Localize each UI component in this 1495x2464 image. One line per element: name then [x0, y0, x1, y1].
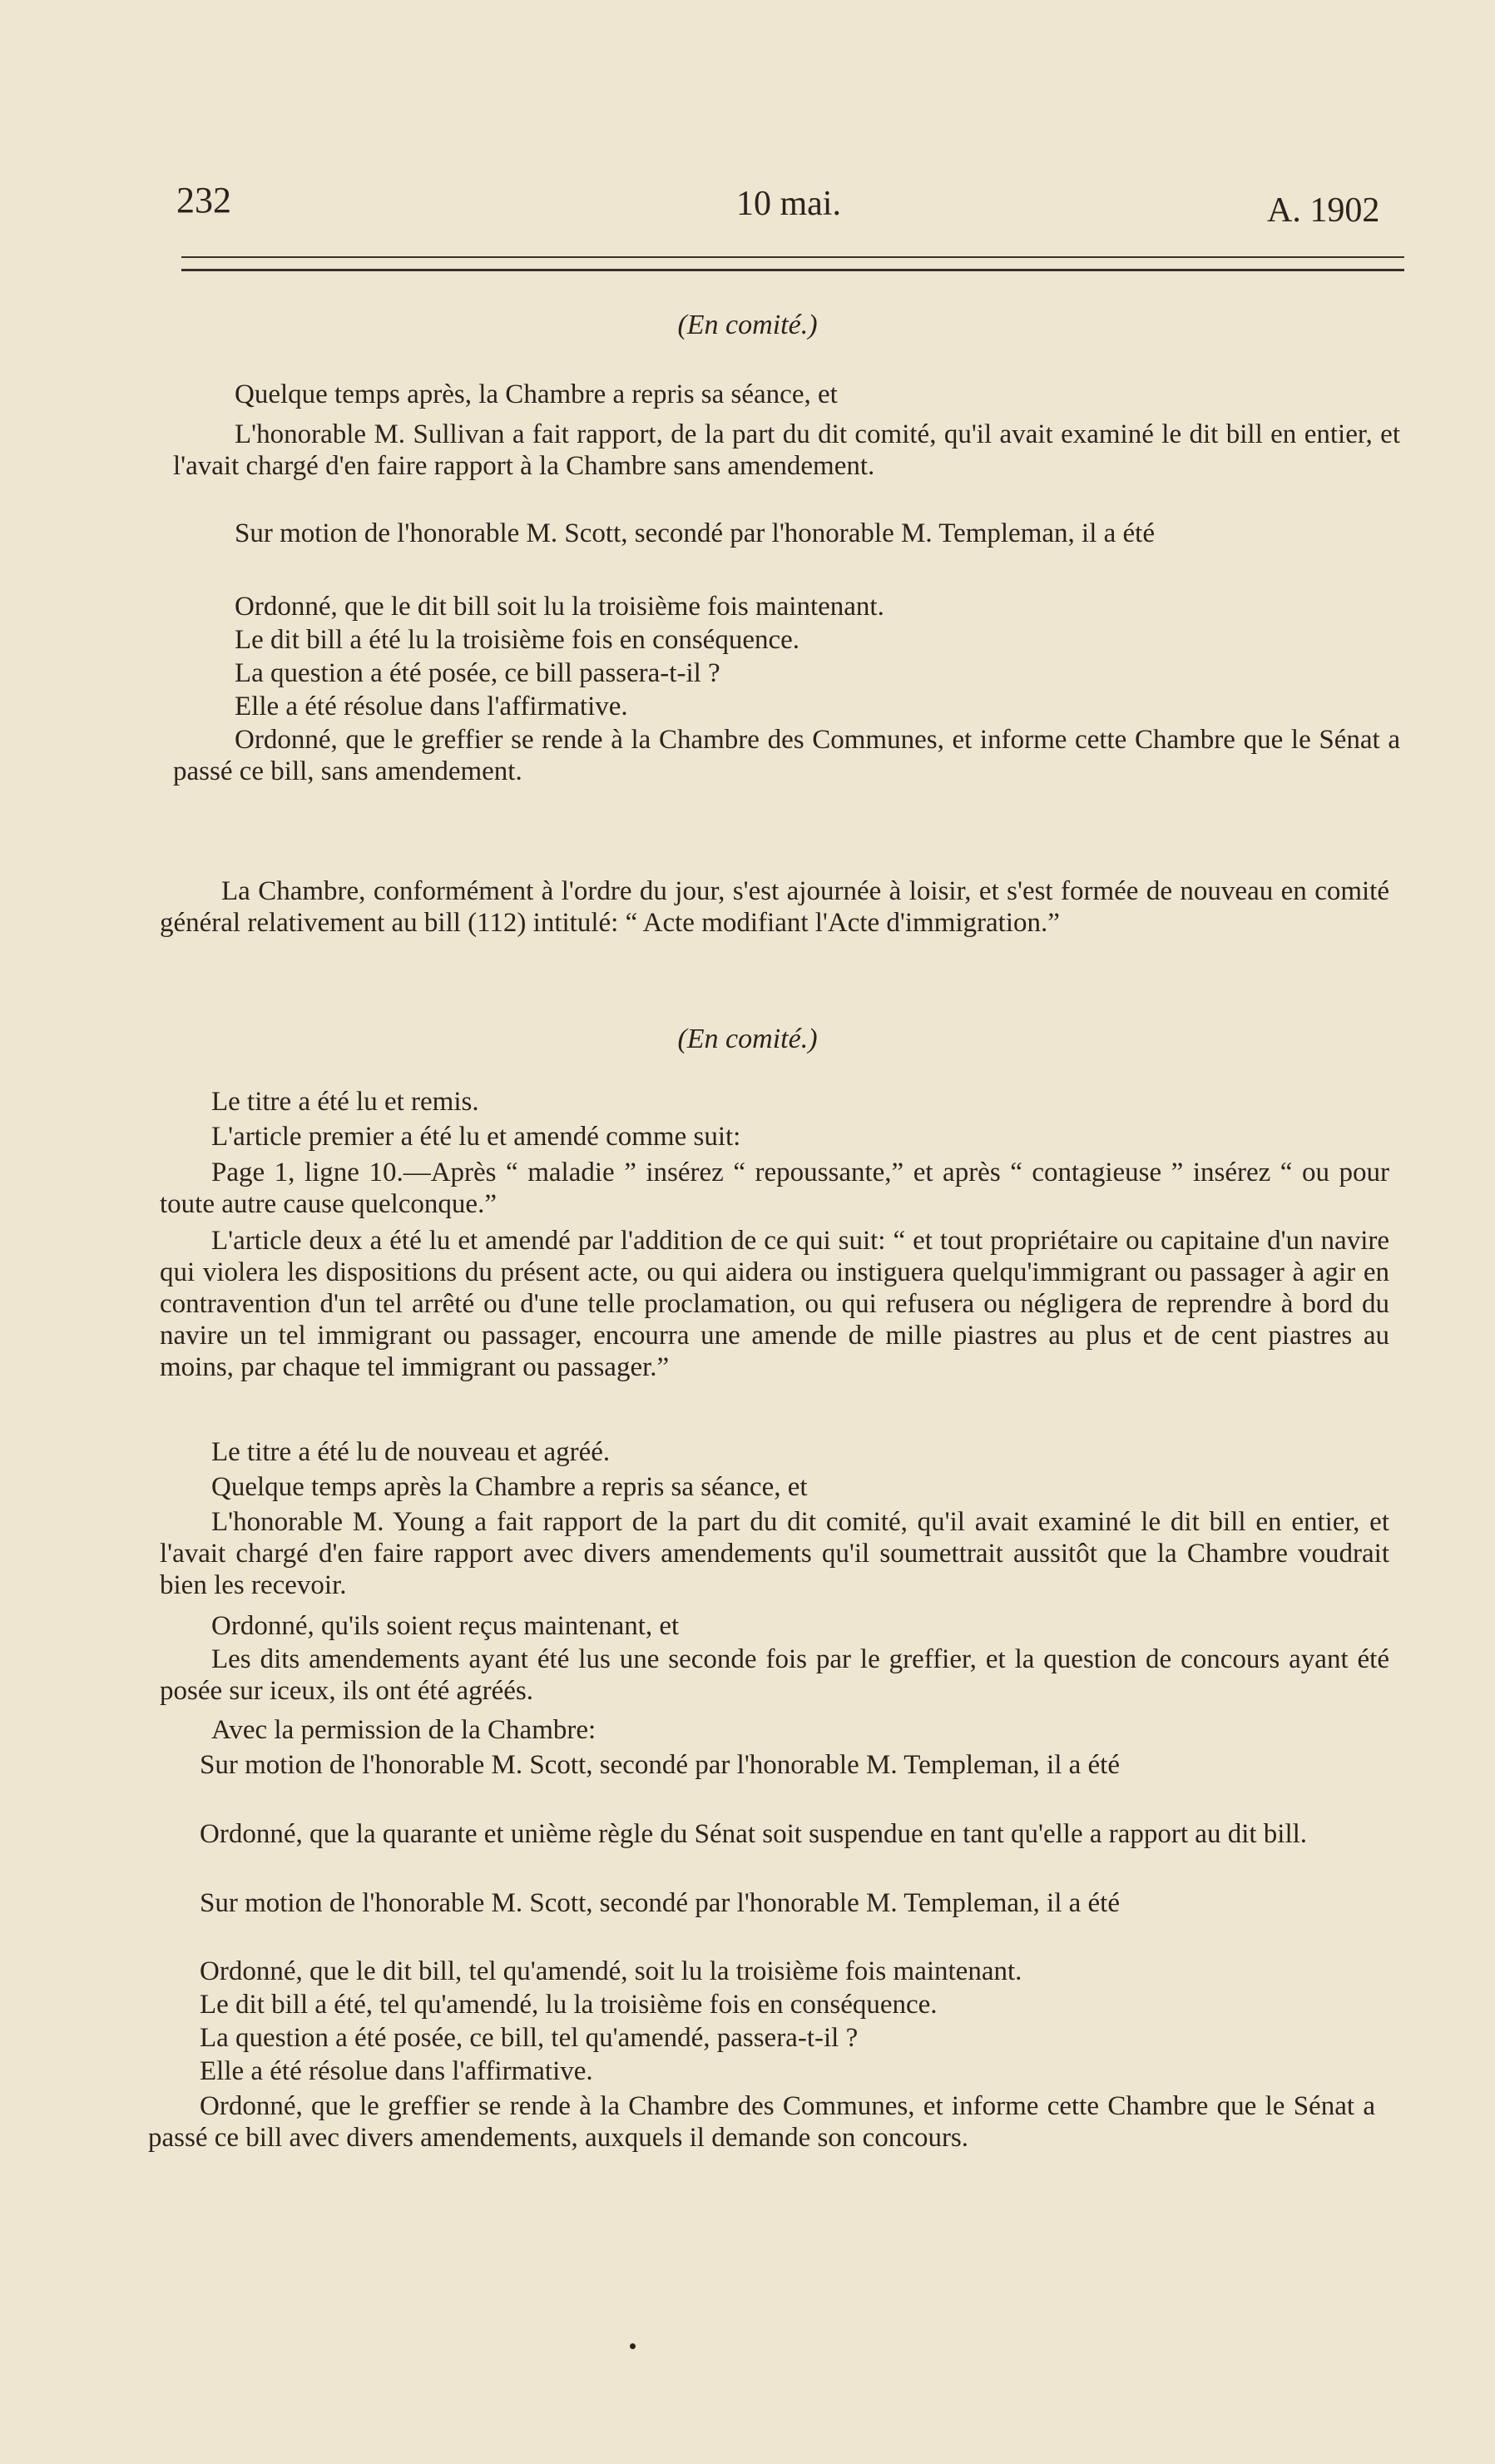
header-rule-bottom [181, 269, 1404, 271]
paragraph: Ordonné, que le dit bill soit lu la troisième fois maintenant. [235, 592, 884, 622]
paragraph: Le titre a été lu et remis. [211, 1087, 479, 1117]
paragraph: Sur motion de l'honorable M. Scott, secondé par l'honorable M. Templeman, il a été [200, 1750, 1120, 1780]
paragraph: L'article premier a été lu et amendé comme suit: [211, 1122, 741, 1152]
paragraph: Ordonné, que le greffier se rende à la Chambre des Communes, et informe cette Chambre que le Sénat a passé ce bill avec divers amendements, auxquels il demande son concours. [148, 2091, 1375, 2153]
page-number: 232 [176, 180, 231, 221]
page-mark [630, 2343, 636, 2349]
paragraph: Le titre a été lu de nouveau et agréé. [211, 1437, 611, 1467]
paragraph: Ordonné, qu'ils soient reçus maintenant, et [211, 1611, 680, 1641]
paragraph: Page 1, ligne 10.—Après “ maladie ” insérez “ repoussante,” et après “ contagieuse ” insérez “ ou pour toute autre cause quelconque.” [160, 1158, 1389, 1219]
page-header [0, 179, 1495, 229]
paragraph: Le dit bill a été, tel qu'amendé, lu la troisième fois en conséquence. [200, 1990, 938, 2020]
paragraph: Ordonné, que le greffier se rende à la Chambre des Communes, et informe cette Chambre que le Sénat a passé ce bill, sans amendement. [173, 725, 1400, 786]
paragraph: Quelque temps après la Chambre a repris sa séance, et [211, 1472, 808, 1502]
paragraph: La Chambre, conformément à l'ordre du jour, s'est ajournée à loisir, et s'est formée de nouveau en comité général relativement au bill (112) intitulé: “ Acte modifiant l'Acte d'immigration.” [160, 876, 1389, 938]
header-rule-top [181, 256, 1404, 258]
paragraph: Avec la permission de la Chambre: [211, 1715, 597, 1745]
paragraph: Sur motion de l'honorable M. Scott, secondé par l'honorable M. Templeman, il a été [200, 1888, 1120, 1918]
paragraph: Ordonné, que le dit bill, tel qu'amendé, soit lu la troisième fois maintenant. [200, 1956, 1022, 1986]
paragraph: L'honorable M. Young a fait rapport de la part du dit comité, qu'il avait examiné le dit bill en entier, et l'avait chargé d'en faire rapport avec divers amendements qu'il soumettrait aussitôt que la Chambre voudrait bien les recevoir. [160, 1507, 1389, 1600]
paragraph: Sur motion de l'honorable M. Scott, secondé par l'honorable M. Templeman, il a été [235, 518, 1155, 548]
paragraph: La question a été posée, ce bill passera-t-il ? [235, 658, 720, 688]
paragraph: L'honorable M. Sullivan a fait rapport, de la part du dit comité, qu'il avait examiné le dit bill en entier, et l'avait chargé d'en faire rapport à la Chambre sans amendement. [173, 419, 1400, 481]
paragraph: Ordonné, que la quarante et unième règle du Sénat soit suspendue en tant qu'elle a rapport au dit bill. [200, 1819, 1308, 1849]
paragraph: L'article deux a été lu et amendé par l'addition de ce qui suit: “ et tout propriétaire ou capitaine d'un navire qui violera les dispositions du présent acte, ou qui aidera ou instiguera quelqu'immigrant ou passager à agir en contravention d'un tel arrêté ou d'une telle proclamation, ou qui refusera ou négligera de reprendre à bord du navire un tel immigrant ou passager, encourra une amende de mille piastres au plus et de cent piastres au moins, par chaque tel immigrant ou passager.” [160, 1226, 1389, 1382]
header-year: A. 1902 [1267, 191, 1380, 230]
section-heading: (En comité.) [677, 310, 818, 340]
paragraph: Elle a été résolue dans l'affirmative. [200, 2056, 593, 2086]
header-date: 10 mai. [736, 185, 841, 223]
section-heading: (En comité.) [677, 1024, 818, 1054]
paragraph: La question a été posée, ce bill, tel qu'amendé, passera-t-il ? [200, 2023, 859, 2053]
paragraph: Les dits amendements ayant été lus une seconde fois par le greffier, et la question de concours ayant été posée sur iceux, ils ont été agréés. [160, 1644, 1389, 1706]
paragraph: Elle a été résolue dans l'affirmative. [235, 692, 628, 721]
paragraph: Le dit bill a été lu la troisième fois en conséquence. [235, 625, 800, 655]
paragraph: Quelque temps après, la Chambre a repris sa séance, et [235, 379, 838, 409]
